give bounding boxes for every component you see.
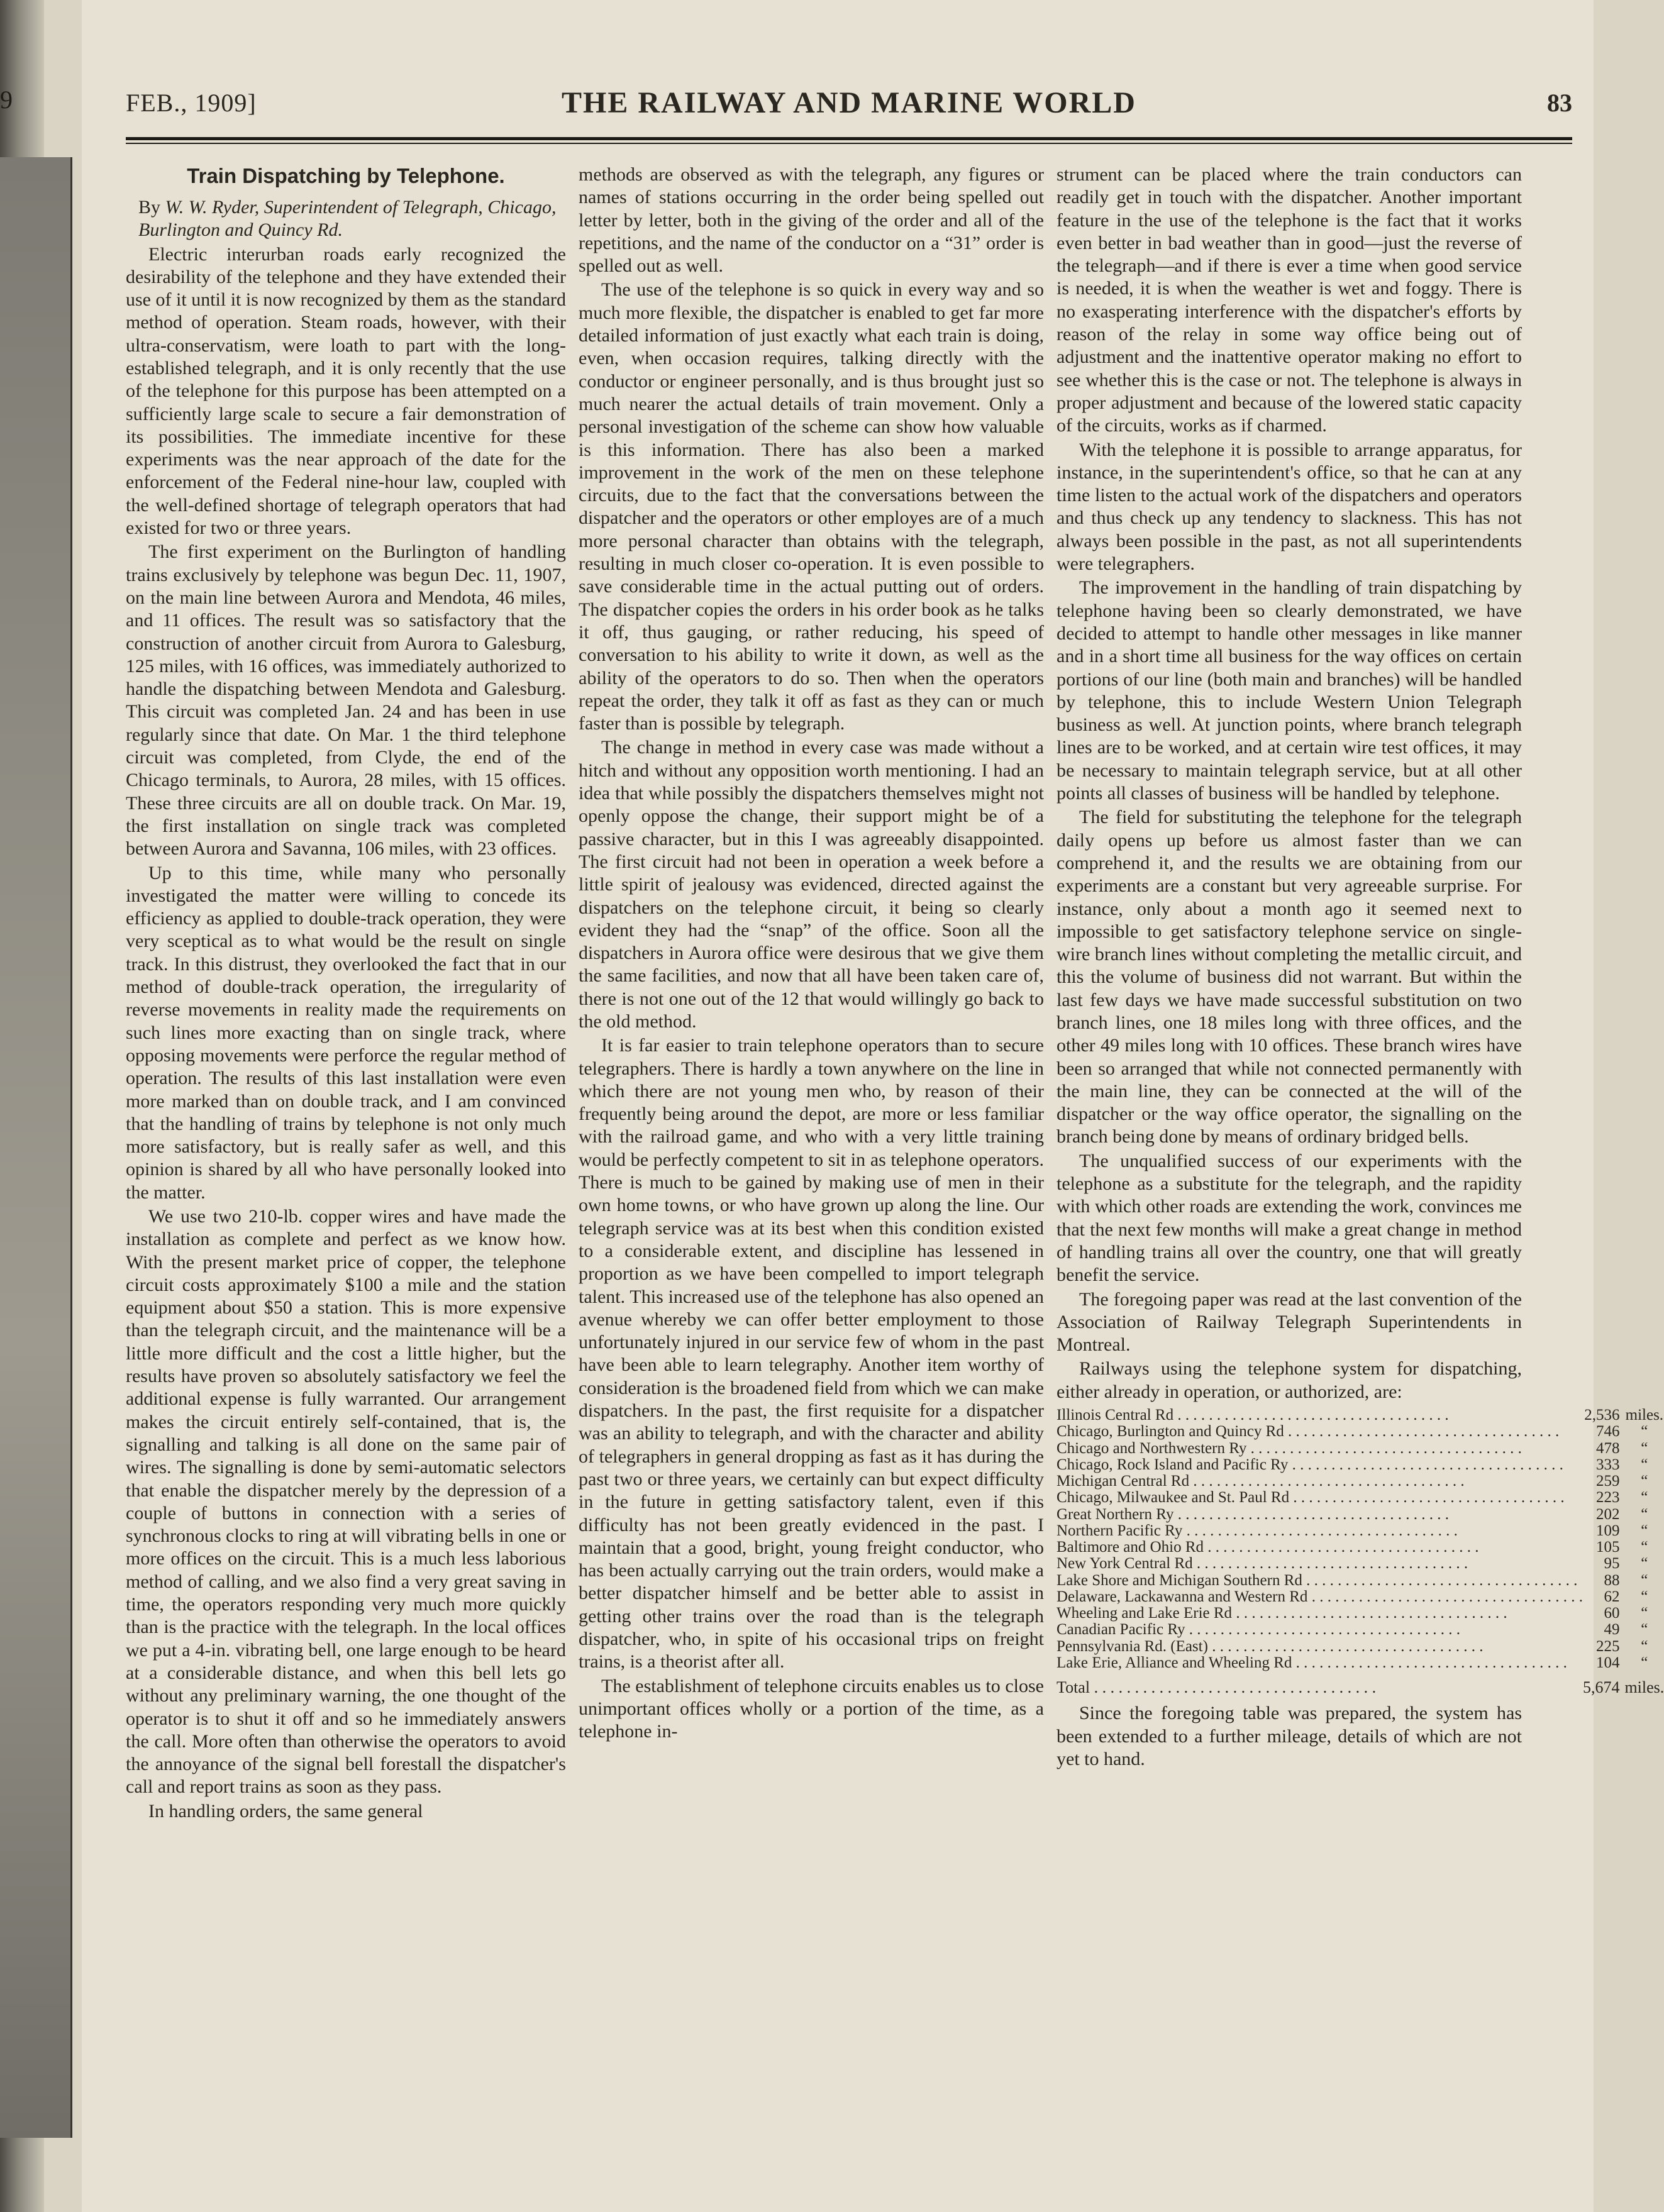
railway-miles: 49 [1604,1621,1620,1639]
railway-name: Wheeling and Lake Erie Rd . . . [1057,1605,1583,1622]
railway-name: Chicago, Rock Island and Pacific Ry . . . [1057,1457,1583,1473]
railway-unit: “ [1641,1505,1648,1523]
railway-name: Northern Pacific Ry . . . [1057,1523,1583,1539]
previous-page-number: 9 [0,86,13,114]
railway-unit: “ [1641,1588,1648,1605]
railway-unit: “ [1641,1423,1648,1441]
paragraph: With the telephone it is possible to arrange apparatus, for instance, in the superintendent's office, so that he can at any time listen to the actual work of the dispatchers and operators and thus check up any tendency to slackness. This has not always been possible in the past, as not all superintendents were telegraphers. [1057,439,1522,575]
closing-paragraph: Since the foregoing table was prepared, the system has been extended to a further mileage, details of which are not yet to hand. [1057,1703,1522,1769]
railway-unit: “ [1641,1439,1648,1457]
railway-miles: 478 [1595,1439,1620,1457]
railway-name: Total . . . [1057,1679,1583,1696]
table-row [1057,1539,1664,1556]
railway-miles: 105 [1595,1539,1620,1556]
railway-unit: “ [1641,1654,1648,1671]
railway-miles: 88 [1604,1571,1620,1589]
railway-unit: “ [1641,1539,1648,1556]
railway-unit: miles. [1624,1678,1664,1697]
railway-miles: 104 [1595,1654,1620,1671]
railway-name: Delaware, Lackawanna and Western Rd . . . [1057,1589,1583,1605]
railway-unit: “ [1641,1637,1648,1655]
railway-miles: 333 [1595,1456,1620,1473]
railway-miles: 2,536 [1584,1407,1620,1424]
paragraph: In handling orders, the same general [148,1800,423,1822]
paragraph: We use two 210-lb. copper wires and have made the installation as complete and perfect as we know how. With the present market price of copper, the telephone circuit costs approximately $100 a mile and the station equipment about $50 a station. This is more expensive than the telegraph circuit, and the maintenance will be a little more difficult and the cost a little higher, but the results have proven so absolutely satisfactory we feel the additional expense is fully warranted. Our arrangement makes the circuit entirely self-contained, that is, the signalling and talking is all done on the same pair of wires. The signalling is done by semi-automatic selectors that enable the dispatcher merely by the depression of a couple of buttons in connection with a series of synchronous clocks to ring at will vibrating bells in one or more offices on the circuit. This is a much less laborious method of calling, and we also find a very great saving in time, the operators responding very much more quickly than is the practice with the telegraph. In the local offices we put a 4-in. vibrating bell, one large enough to be heard at a considerable distance, and when this bell lets go without any preliminary warning, the one thought of the operator is to shut it off and so he immediately answers the call. More often than otherwise the operators to avoid the annoyance of the signal bell forestall the dispatcher's call and report trains as soon as they pass. [126,1205,566,1798]
paragraph: The first experiment on the Burlington of handling trains exclusively by telephone was begun Dec. 11, 1907, on the main line between Aurora and Mendota, 46 miles, and 11 offices. The result was so satisfactory that the construction of another circuit from Aurora to Galesburg, 125 miles, with 16 offices, was immediately authorized to handle the dispatching between Mendota and Galesburg. This circuit was completed Jan. 24 and has been in use regularly since that date. On Mar. 1 the third telephone circuit was completed, from Clyde, the end of the Chicago terminals, to Aurora, 28 miles, with 15 offices. These three circuits are all on double track. On Mar. 19, the first installation on single track was completed between Aurora and Savanna, 106 miles, with 23 offices. [126,541,566,860]
issue-date: FEB., 1909] [126,89,257,117]
railway-name: Chicago, Milwaukee and St. Paul Rd . . . [1057,1490,1583,1506]
table-row [1057,1655,1664,1671]
paragraph: The foregoing paper was read at the last convention of the Association of Railway Telegraph Superintendents in Montreal. [1057,1288,1522,1356]
railway-miles: 259 [1595,1473,1620,1490]
railway-name: Illinois Central Rd . . . [1057,1407,1583,1424]
railway-unit: “ [1641,1522,1648,1539]
column-3 [1057,163,1664,2176]
railway-miles: 62 [1604,1588,1620,1605]
railway-unit: “ [1641,1621,1648,1639]
railway-unit: “ [1641,1456,1648,1473]
byline-author: W. W. Ryder, Superintendent of Telegraph, Chicago, Burlington and Quincy Rd. [138,196,557,241]
railway-miles: 95 [1604,1555,1620,1573]
railway-unit: miles. [1625,1407,1664,1424]
railway-name: Lake Erie, Alliance and Wheeling Rd . . . [1057,1655,1583,1671]
table-total-row [1057,1671,1664,1696]
table-row [1057,1573,1664,1589]
railway-name: Lake Shore and Michigan Southern Rd . . . [1057,1573,1583,1589]
railways-table [1057,1407,1664,1696]
running-header [126,82,1572,119]
railway-unit: “ [1641,1571,1648,1589]
table-row [1057,1473,1664,1490]
paragraph: Up to this time, while many who personally investigated the matter were willing to concede its efficiency as applied to double-track operation, they were very sceptical as to what would be the result on single track. In this distrust, they overlooked the fact that in our method of double-track operation, the irregularity of reverse movements in reality made the requirements on such lines more exacting than on single track, where opposing movements were perforce the regular method of operation. The results of this last installation were even more marked than on double track, and I am convinced that the handling of trains by telephone is not only much more satisfactory, but is really safer as well, and this opinion is shared by all who have personally looked into the matter. [126,862,566,1203]
paragraph: Railways using the telephone system for dispatching, either already in operation, or authorized, are: [1057,1358,1522,1402]
railway-unit: “ [1641,1473,1648,1490]
table-row [1057,1639,1664,1655]
document-page [82,0,1664,2212]
page-number: 83 [1547,89,1572,117]
railway-name: New York Central Rd . . . [1057,1556,1583,1572]
railway-name: Michigan Central Rd . . . [1057,1473,1583,1490]
railway-name: Great Northern Ry . . . [1057,1507,1583,1523]
paragraph: The field for substituting the telephone for the telegraph daily opens up before us almost faster than we can comprehend it, and the results we are obtaining from our experiments are a constant but very agreeable surprise. For instance, only about a month ago it seemed next to impossible to get satisfactory telephone service on single-wire branch lines without completing the metallic circuit, and this the volume of business did not warrant. But within the last few days we have made successful substitution on two branch lines, one 18 miles long with three offices, and the other 49 miles long with 10 offices. These branch wires have been so arranged that while not connected permanently with the main line, they can be connected at the will of the dispatcher or the way office operator, the signalling on the branch being done by means of ordinary bridged bells. [1057,807,1522,1147]
railway-miles: 5,674 [1582,1678,1620,1697]
table-row [1057,1490,1664,1506]
header-rule [126,137,1572,144]
railway-name: Baltimore and Ohio Rd . . . [1057,1539,1583,1556]
railway-name: Pennsylvania Rd. (East) . . . [1057,1639,1583,1655]
table-row [1057,1589,1664,1605]
table-row [1057,1441,1664,1457]
railway-unit: “ [1641,1605,1648,1622]
byline-prefix: By [138,196,161,218]
railway-unit: “ [1641,1555,1648,1573]
facing-page-photo-edge [0,157,72,2138]
article-byline [126,196,566,242]
railway-miles: 202 [1595,1505,1620,1523]
railway-miles: 746 [1595,1423,1620,1441]
paragraph: The establishment of telephone circuits enables us to close unimportant offices wholly or a portion of the time, as a telephone in- [579,1675,1044,1742]
paragraph: Electric interurban roads early recognized the desirability of the telephone and they have extended their use of it until it is now recognized by them as the standard method of operation. Steam roads, however, with their ultra-conservatism, were loath to part with the long-established telegraph, and it is only recently that the use of the telephone for this purpose has been attempted on a sufficiently large scale to secure a fair demonstration of its possibilities. The immediate incentive for these experiments was the near approach of the date for the enforcement of the Federal nine-hour law, coupled with the well-defined shortage of telegraph operators that had existed for two or three years. [126,243,566,539]
paragraph: The change in method in every case was made without a hitch and without any opposition worth mentioning. I had an idea that while possibly the dispatchers themselves might not openly oppose the change, their support might be of a passive character, but in this I was agreeably disappointed. The first circuit had not been in operation a week before a little spirit of jealousy was evidenced, directed against the dispatchers on the telephone circuit, it being so clearly evident they had the “snap” of the office. Soon all the dispatchers in Aurora office were desirous that we give them the same facilities, and now that all have been taken care of, there is not one out of the 12 that would willingly go back to the old method. [579,737,1044,1032]
publication-title: THE RAILWAY AND MARINE WORLD [562,86,1136,119]
railway-name: Chicago, Burlington and Quincy Rd . . . [1057,1424,1583,1440]
railway-unit: “ [1641,1489,1648,1507]
railway-miles: 225 [1595,1637,1620,1655]
table-row [1057,1507,1664,1523]
railway-name: Chicago and Northwestern Ry . . . [1057,1441,1583,1457]
paragraph: The unqualified success of our experiments with the telephone as a substitute for the telegraph, and the rapidity with which other roads are extending the work, convinces me that the next few months will make a great change in method of handling trains all over the country, one that will greatly benefit the service. [1057,1150,1522,1286]
table-row [1057,1605,1664,1622]
column-1 [126,163,566,2176]
table-row [1057,1407,1664,1424]
paragraph: It is far easier to train telephone operators than to secure telegraphers. There is hardly a town anywhere on the line in which there are not young men who, by reason of their frequently being around the depot, are more or less familiar with the railroad game, and who with a very little training would be perfectly competent to sit in as telephone operators. There is much to be gained by making use of men in their own home towns, or who have grown up along the line. Our telegraph service was at its best when this condition existed to a considerable extent, and discipline has lessened in proportion as we have been compelled to import telegraph talent. This increased use of the telephone has also opened an avenue whereby we can offer better employment to those unfortunately injured in our service few of whom in the past have been able to learn telegraphy. Another item worthy of consideration is the broadened field from which we can make dispatchers. In the past, the first requisite for a dispatcher was an ability to telegraph, and with the character and ability of telegraphers in general dropping as fast as it has during the past two or three years, we certainly can but expect difficulty in the future in getting satisfactory talent, even if this difficulty has not been greatly evidenced in the past. I maintain that a good, bright, young freight conductor, who has been actually carrying out the train orders, would make a better dispatcher himself and be better able to assist in getting other trains over the road than is the telegraph dispatcher, who, in spite of his occasional trips on freight trains, is a theorist after all. [579,1035,1044,1673]
table-row [1057,1622,1664,1638]
railway-miles: 60 [1604,1605,1620,1622]
table-row [1057,1556,1664,1572]
paragraph: strument can be placed where the train conductors can readily get in touch with the dispatcher. Another important feature in the use of the telephone is the fact that it works even better in bad weather than in good—just the reverse of the telegraph—and if there is ever a time when good service is needed, it is when the weather is wet and foggy. There is no exasperating interference with the dispatcher's efforts by reason of the relay in some way office being out of adjustment and the inattentive operator making no effort to see whether this is the case or not. The telephone is always in proper adjustment and because of the lowered static capacity of the circuits, works as if charmed. [1057,164,1522,436]
railway-miles: 223 [1595,1489,1620,1507]
paragraph: The improvement in the handling of train dispatching by telephone having been so clearly demonstrated, we have decided to attempt to handle other messages in like manner and in a short time all business for the way offices on certain portions of our line (both main and branches) will be handled by telephone, this to include Western Union Telegraph business as well. At junction points, where branch telegraph lines are to be worked, and at certain wire test offices, it may be necessary to maintain telegraph service, but at all other points all classes of business will be handled by telephone. [1057,577,1522,804]
article-title: Train Dispatching by Telephone. [187,164,505,187]
paragraph: The use of the telephone is so quick in every way and so much more flexible, the dispatcher is enabled to get far more detailed information of just exactly what each train is doing, even, when occasion requires, talking directly with the conductor or engineer personally, and is thus brought just so much nearer the actual details of train movement. Only a personal investigation of the scheme can show how valuable is this information. There has also been a marked improvement in the work of the men on these telephone circuits, due to the fact that the conversations between the dispatcher and the operators or other employes are of a much more personal character than obtains with the telegraph, resulting in much closer co-operation. It is even possible to save considerable time in the actual putting out of orders. The dispatcher copies the orders in his order book as he talks it off, thus gauging, or rather reducing, his speed of conversation to his ability to write it down, as well as the ability of the operators to do so. Then when the operators repeat the order, they talk it off as fast as they can or much faster than is possible by telegraph. [579,279,1044,734]
column-2 [579,163,1044,2176]
table-row [1057,1424,1664,1440]
paragraph: methods are observed as with the telegraph, any figures or names of stations occurring in the order being spelled out letter by letter, both in the giving of the order and all of the repetitions, and the name of the conductor on a “31” order is spelled out as well. [579,164,1044,277]
railway-name: Canadian Pacific Ry . . . [1057,1622,1583,1638]
railway-miles: 109 [1595,1522,1620,1539]
table-row [1057,1457,1664,1473]
table-row [1057,1523,1664,1539]
